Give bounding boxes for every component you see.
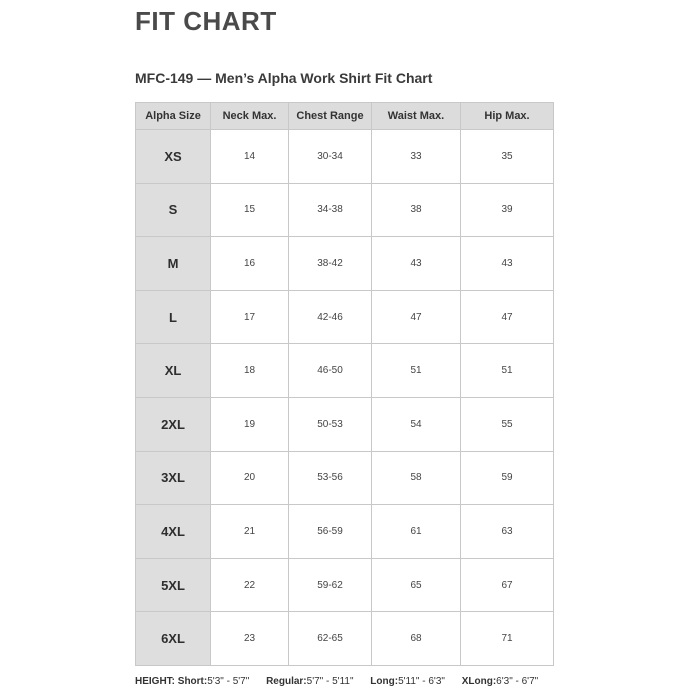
hip-cell: 35 (461, 130, 554, 184)
header-waist-max: Waist Max. (372, 103, 461, 130)
hip-cell: 39 (461, 183, 554, 237)
height-value-short: 5'3" - 5'7" (207, 676, 250, 687)
waist-cell: 33 (372, 130, 461, 184)
neck-cell: 21 (211, 505, 289, 559)
neck-cell: 15 (211, 183, 289, 237)
height-label-regular: Regular: (266, 676, 307, 687)
waist-cell: 54 (372, 397, 461, 451)
chest-cell: 53-56 (289, 451, 372, 505)
size-cell: L (136, 290, 211, 344)
table-row (136, 505, 554, 559)
header-row (136, 103, 554, 130)
header-neck-max: Neck Max. (211, 103, 289, 130)
waist-cell: 47 (372, 290, 461, 344)
chest-cell: 62-65 (289, 612, 372, 666)
hip-cell: 59 (461, 451, 554, 505)
hip-cell: 51 (461, 344, 554, 398)
size-cell: M (136, 237, 211, 291)
size-cell: XL (136, 344, 211, 398)
waist-cell: 43 (372, 237, 461, 291)
height-legend (135, 676, 538, 687)
size-cell: 6XL (136, 612, 211, 666)
height-heading: HEIGHT: (135, 676, 175, 687)
hip-cell: 63 (461, 505, 554, 559)
table-row (136, 130, 554, 184)
neck-cell: 23 (211, 612, 289, 666)
neck-cell: 19 (211, 397, 289, 451)
chest-cell: 30-34 (289, 130, 372, 184)
height-label-xlong: XLong: (461, 676, 497, 687)
chest-cell: 59-62 (289, 558, 372, 612)
size-cell: 5XL (136, 558, 211, 612)
table-row (136, 237, 554, 291)
height-label-long: Long: (370, 676, 399, 687)
chest-cell: 34-38 (289, 183, 372, 237)
waist-cell: 58 (372, 451, 461, 505)
size-cell: XS (136, 130, 211, 184)
chest-cell: 56-59 (289, 505, 372, 559)
waist-cell: 61 (372, 505, 461, 559)
hip-cell: 67 (461, 558, 554, 612)
size-cell: 2XL (136, 397, 211, 451)
header-chest-range: Chest Range (289, 103, 372, 130)
neck-cell: 16 (211, 237, 289, 291)
neck-cell: 14 (211, 130, 289, 184)
waist-cell: 65 (372, 558, 461, 612)
chart-title: MFC-149 — Men’s Alpha Work Shirt Fit Chart (135, 70, 433, 86)
waist-cell: 38 (372, 183, 461, 237)
size-cell: 3XL (136, 451, 211, 505)
height-value-regular: 5'7" - 5'11" (306, 676, 354, 687)
chest-cell: 50-53 (289, 397, 372, 451)
height-label-short: Short: (177, 676, 208, 687)
chest-cell: 42-46 (289, 290, 372, 344)
size-cell: S (136, 183, 211, 237)
table-row (136, 558, 554, 612)
size-cell: 4XL (136, 505, 211, 559)
table-row (136, 344, 554, 398)
waist-cell: 51 (372, 344, 461, 398)
table-row (136, 183, 554, 237)
waist-cell: 68 (372, 612, 461, 666)
table-body (136, 130, 554, 666)
height-value-xlong: 6'3" - 6'7" (496, 676, 539, 687)
header-hip-max: Hip Max. (461, 103, 554, 130)
neck-cell: 22 (211, 558, 289, 612)
chest-cell: 38-42 (289, 237, 372, 291)
table-row (136, 612, 554, 666)
table-row (136, 397, 554, 451)
neck-cell: 20 (211, 451, 289, 505)
fit-chart-table (135, 102, 554, 666)
hip-cell: 71 (461, 612, 554, 666)
header-alpha-size: Alpha Size (136, 103, 211, 130)
hip-cell: 47 (461, 290, 554, 344)
chest-cell: 46-50 (289, 344, 372, 398)
neck-cell: 17 (211, 290, 289, 344)
table-row (136, 451, 554, 505)
page-title: FIT CHART (135, 6, 277, 36)
table-row (136, 290, 554, 344)
hip-cell: 43 (461, 237, 554, 291)
hip-cell: 55 (461, 397, 554, 451)
neck-cell: 18 (211, 344, 289, 398)
height-value-long: 5'11" - 6'3" (398, 676, 445, 687)
table-header (136, 103, 554, 130)
